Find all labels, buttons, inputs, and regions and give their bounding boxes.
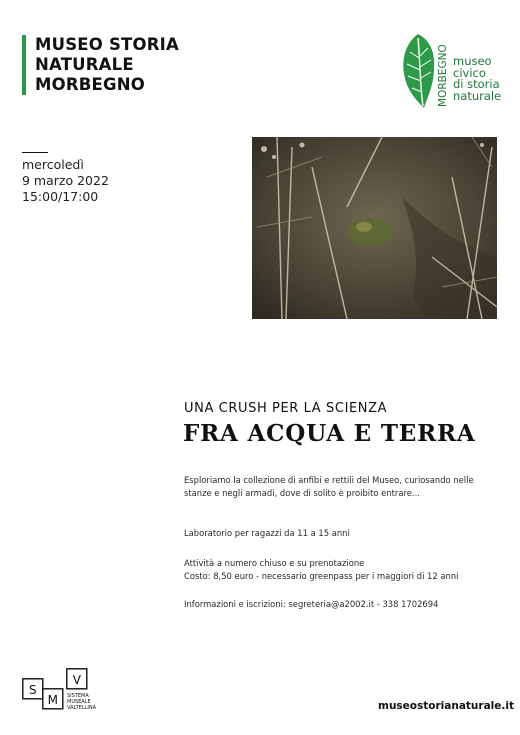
event-date: 9 marzo 2022: [22, 173, 109, 188]
svg-text:MUSEALE: MUSEALE: [67, 699, 91, 705]
logo-line-2: civico: [453, 65, 486, 80]
svg-text:VALTELLINA: VALTELLINA: [67, 705, 97, 711]
museum-title-line-2: NATURALE: [35, 55, 134, 74]
access-text: Attività a numero chiuso e su prenotazione: [184, 558, 365, 568]
event-title: FRA ACQUA E TERRA: [183, 420, 476, 447]
event-subtitle: UNA CRUSH PER LA SCIENZA: [184, 401, 388, 416]
svg-text:SISTEMA: SISTEMA: [67, 693, 89, 699]
logo-line-1: museo: [453, 54, 492, 68]
date-divider: [22, 152, 48, 153]
event-day: mercoledì: [22, 157, 84, 172]
logo-text: [453, 56, 520, 102]
smv-logo-icon: [22, 668, 112, 713]
logo-vertical-label: [434, 35, 450, 107]
museum-title: [22, 35, 179, 95]
frog-in-water-photo-icon: [252, 137, 497, 319]
svg-text:V: V: [72, 673, 81, 687]
website-link[interactable]: museostorianaturale.it: [378, 700, 514, 712]
svg-text:M: M: [47, 693, 58, 707]
contact-text: Informazioni e iscrizioni: segreteria@a2002.it - 338 1702694: [184, 599, 439, 609]
logo-line-4: naturale: [453, 88, 502, 103]
description-line-2: stanze e negli armadi, dove di solito è proibito entrare...: [184, 488, 420, 498]
event-photo: [252, 137, 497, 319]
logo-line-3: di storia: [453, 77, 500, 91]
description-line-1: Esploriamo la collezione di anfibi e rettili del Museo, curiosando nelle: [184, 475, 474, 485]
svg-text:S: S: [28, 683, 37, 697]
museum-title-line-3: MORBEGNO: [35, 75, 145, 94]
svg-text:MORBEGNO: MORBEGNO: [437, 44, 449, 107]
museum-title-line-1: MUSEO STORIA: [35, 35, 179, 54]
event-time: 15:00/17:00: [22, 189, 99, 204]
cost-text: Costo: 8,50 euro - necessario greenpass per i maggiori di 12 anni: [184, 571, 459, 581]
audience-text: Laboratorio per ragazzi da 11 a 15 anni: [184, 528, 350, 538]
